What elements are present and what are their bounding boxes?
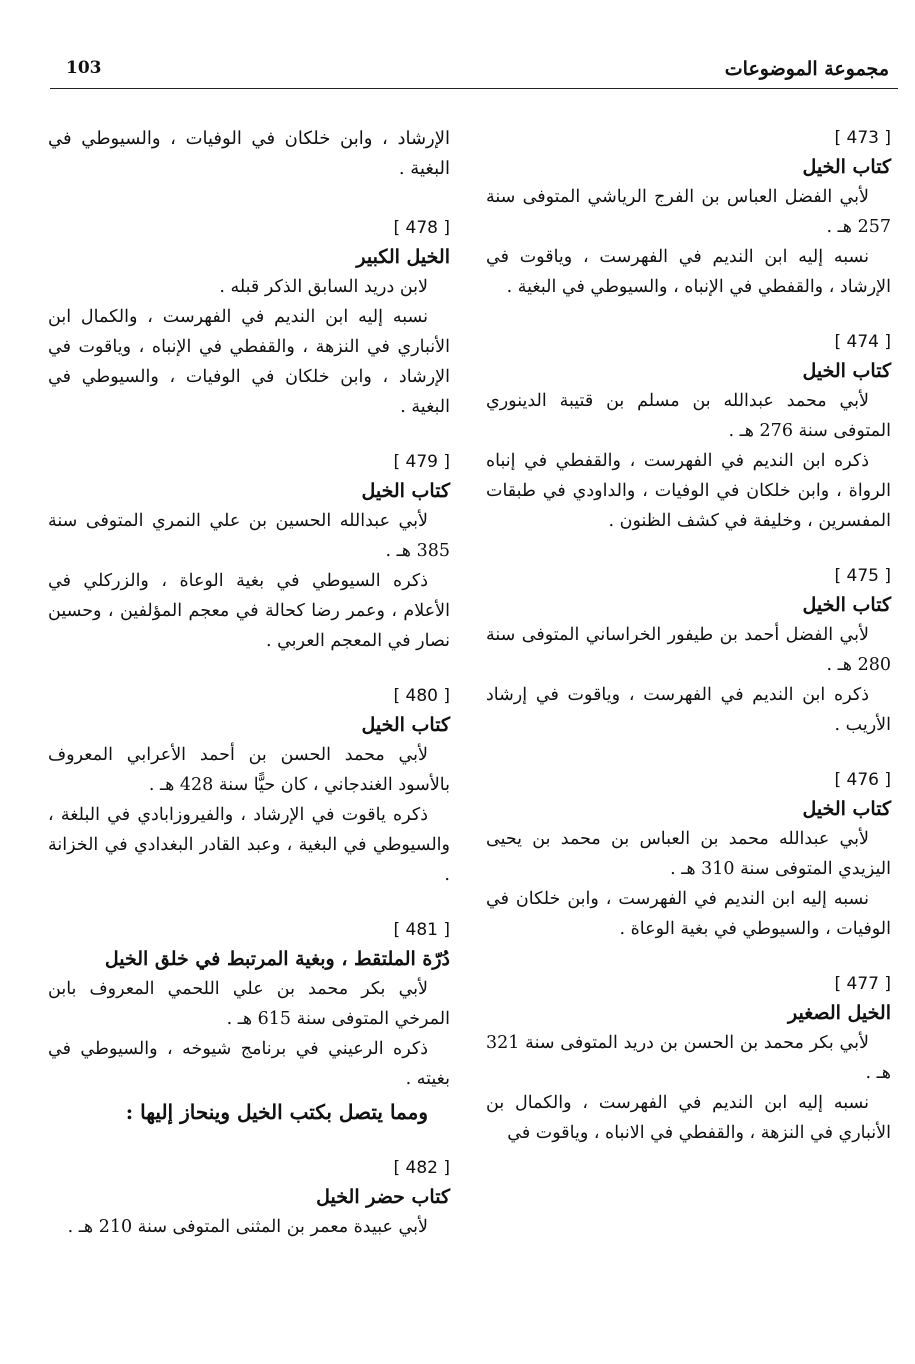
- entry-author: لأبي بكر محمد بن الحسن بن دريد المتوفى سنة 321 هـ .: [486, 1033, 891, 1083]
- entry-number: [ 475 ]: [834, 566, 891, 586]
- page-number: 103: [66, 58, 102, 78]
- entry-sources: ذكره ابن النديم في الفهرست ، والقفطي في إنباه الرواة ، وابن خلكان في الوفيات ، والداودي في طبقات المفسرين ، وخليفة في كشف الظنون .: [486, 451, 891, 531]
- entry-number: [ 477 ]: [834, 974, 891, 994]
- entry-475: [486, 562, 891, 740]
- entry-number: [ 474 ]: [834, 332, 891, 352]
- entry-title: كتاب الخيل: [361, 714, 450, 736]
- entry-title: كتاب الخيل: [802, 798, 891, 820]
- running-header-title: مجموعة الموضوعات: [724, 58, 889, 80]
- entry-sources: نسبه إليه ابن النديم في الفهرست ، وابن خلكان في الوفيات ، والسيوطي في بغية الوعاة .: [486, 889, 891, 939]
- entry-number: [ 481 ]: [393, 920, 450, 940]
- entry-author: لابن دريد السابق الذكر قبله .: [219, 277, 428, 297]
- entry-number: [ 479 ]: [393, 452, 450, 472]
- entry-477: [486, 970, 891, 1148]
- entry-title: دُرّة الملتقط ، وبغية المرتبط في خلق الخيل: [104, 948, 450, 970]
- entry-author: لأبي الفضل أحمد بن طيفور الخراساني المتوفى سنة 280 هـ .: [486, 625, 891, 675]
- entry-sources: ذكره الرعيني في برنامج شيوخه ، والسيوطي في بغيته .: [48, 1039, 450, 1089]
- entry-author: لأبي عبدالله محمد بن العباس بن محمد بن يحيى اليزيدي المتوفى سنة 310 هـ .: [486, 829, 891, 879]
- entry-sources: نسبه إليه ابن النديم في الفهرست ، والكمال ابن الأنباري في النزهة ، والقفطي في الإنباه ، وياقوت في الإرشاد ، وابن خلكان في الوفيات ، والسيوطي في البغية .: [48, 307, 450, 417]
- entry-number: [ 480 ]: [393, 686, 450, 706]
- continued-text: الإرشاد ، وابن خلكان في الوفيات ، والسيوطي في البغية .: [48, 128, 450, 179]
- entry-author: لأبي الفضل العباس بن الفرج الرياشي المتوفى سنة 257 هـ .: [486, 187, 891, 237]
- entry-sources: ذكره السيوطي في بغية الوعاة ، والزركلي في الأعلام ، وعمر رضا كحالة في معجم المؤلفين ، وحسين نصار في المعجم العربي .: [48, 571, 450, 651]
- entry-title: كتاب الخيل: [361, 480, 450, 502]
- left-column: [48, 124, 450, 1268]
- entry-title: كتاب الخيل: [802, 156, 891, 178]
- entry-sources: ذكره ابن النديم في الفهرست ، وياقوت في إرشاد الأريب .: [486, 685, 891, 735]
- entry-title: كتاب الخيل: [802, 594, 891, 616]
- entry-sources: نسبه إليه ابن النديم في الفهرست ، وياقوت في الإرشاد ، والقفطي في الإنباه ، والسيوطي في البغية .: [486, 247, 891, 297]
- entry-478: [48, 214, 450, 422]
- entry-474: [486, 328, 891, 536]
- entry-title: كتاب حضر الخيل: [316, 1186, 450, 1208]
- entry-number: [ 476 ]: [834, 770, 891, 790]
- entry-author: لأبي بكر محمد بن علي اللحمي المعروف بابن المرخي المتوفى سنة 615 هـ .: [48, 979, 450, 1029]
- entry-author: لأبي عبيدة معمر بن المثنى المتوفى سنة 210 هـ .: [67, 1217, 428, 1237]
- entry-title: كتاب الخيل: [802, 360, 891, 382]
- entry-author: لأبي محمد عبدالله بن مسلم بن قتيبة الدينوري المتوفى سنة 276 هـ .: [486, 391, 891, 441]
- entry-482: [48, 1154, 450, 1242]
- entry-sources: نسبه إليه ابن النديم في الفهرست ، والكمال بن الأنباري في النزهة ، والقفطي في الانباه ، وياقوت في: [486, 1093, 891, 1143]
- entry-number: [ 482 ]: [393, 1158, 450, 1178]
- entry-title: الخيل الصغير: [788, 1002, 891, 1024]
- header-rule: [50, 88, 898, 89]
- entry-476: [486, 766, 891, 944]
- entry-title: الخيل الكبير: [356, 246, 450, 268]
- entry-480: [48, 682, 450, 890]
- entry-479: [48, 448, 450, 656]
- entry-number: [ 478 ]: [393, 218, 450, 238]
- entry-sources: ذكره ياقوت في الإرشاد ، والفيروزابادي في البلغة ، والسيوطي في البغية ، وعبد القادر البغدادي في الخزانة .: [48, 805, 450, 885]
- section-heading: ومما يتصل بكتب الخيل وينحاز إليها :: [125, 1100, 428, 1124]
- entry-number: [ 473 ]: [834, 128, 891, 148]
- entry-481: [48, 916, 450, 1128]
- entry-author: لأبي عبدالله الحسين بن علي النمري المتوفى سنة 385 هـ .: [48, 511, 450, 561]
- entry-473: [486, 124, 891, 302]
- right-column: [486, 124, 891, 1174]
- entry-author: لأبي محمد الحسن بن أحمد الأعرابي المعروف بالأسود الغندجاني ، كان حيًّا سنة 428 هـ .: [48, 745, 450, 795]
